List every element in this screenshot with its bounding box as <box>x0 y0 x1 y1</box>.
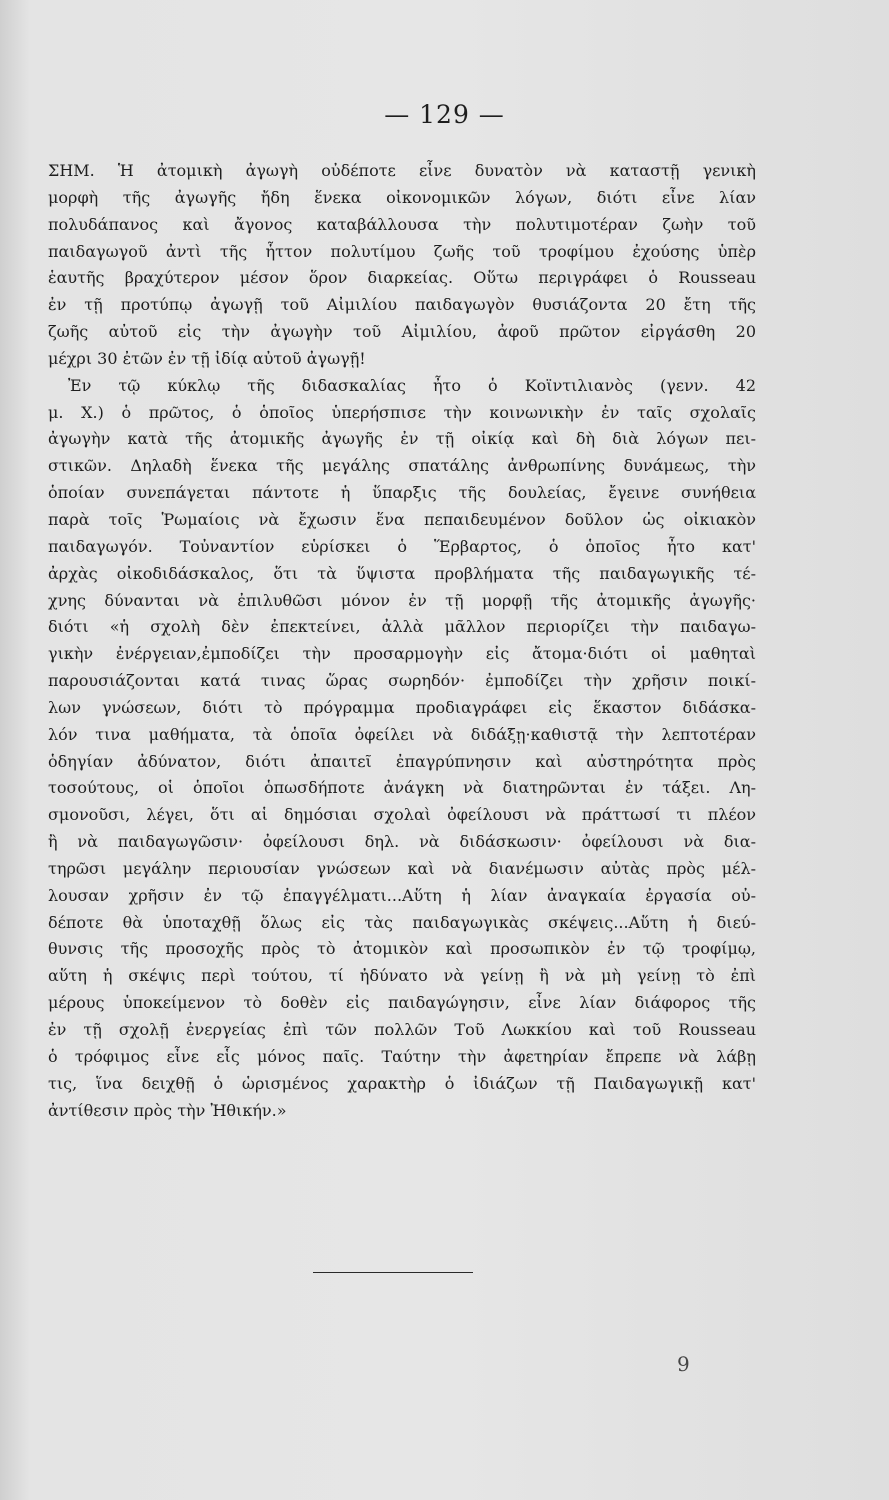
text-line: λόν τινα μαθήματα, τὰ ὁποῖα ὀφείλει νὰ διδάξῃ·καθιστᾷ τὴν λεπτοτέραν <box>48 724 756 744</box>
text-line: τις, ἵνα δειχθῇ ὁ ὡρισμένος χαρακτὴρ ὁ ἰδιάζων τῇ Παιδαγωγικῇ κατ' <box>48 1073 756 1093</box>
text-line: διότι «ἡ σχολὴ δὲν ἐπεκτείνει, ἀλλὰ μᾶλλον περιορίζει τὴν παιδαγω- <box>48 617 756 637</box>
text-line: μέρους ὑποκείμενον τὸ δοθὲν εἰς παιδαγώγησιν, εἶνε λίαν διάφορος τῆς <box>48 993 756 1013</box>
page-number: — 129 — <box>384 100 505 129</box>
text-line: Ἐν τῷ κύκλῳ τῆς διδασκαλίας ἦτο ὁ Κοϊντιλιανὸς (γενν. 42 <box>68 375 756 395</box>
text-line: ἀντίθεσιν πρὸς τὴν Ἠθικήν.» <box>48 1100 287 1120</box>
text-line: παιδαγωγόν. Τοὐναντίον εὑρίσκει ὁ Ἕρβαρτος, ὁ ὁποῖος ἦτο κατ' <box>48 536 756 556</box>
text-line: ἐν τῇ προτύπῳ ἀγωγῇ τοῦ Αἰμιλίου παιδαγωγὸν θυσιάζοντα 20 ἔτη τῆς <box>48 295 756 315</box>
text-line: δέποτε θὰ ὑποταχθῇ ὅλως εἰς τὰς παιδαγωγικὰς σκέψεις...Αὕτη ἡ διεύ- <box>48 912 756 932</box>
text-line: τηρῶσι μεγάλην περιουσίαν γνώσεων καὶ νὰ διανέμωσιν αὐτὰς πρὸς μέλ- <box>48 858 756 878</box>
end-rule-divider <box>313 1272 473 1273</box>
text-line: παιδαγωγοῦ ἀντὶ τῆς ἧττον πολυτίμου ζωῆς τοῦ τροφίμου ἐχούσης ὑπὲρ <box>48 241 756 261</box>
text-line: ἐν τῇ σχολῇ ἐνεργείας ἐπὶ τῶν πολλῶν Τοῦ Λωκκίου καὶ τοῦ Rousseau <box>48 1020 756 1039</box>
text-line: ὁποίαν συνεπάγεται πάντοτε ἡ ὕπαρξις τῆς δουλείας, ἔγεινε συνήθεια <box>48 483 756 503</box>
text-line: στικῶν. Δηλαδὴ ἕνεκα τῆς μεγάλης σπατάλης ἀνθρωπίνης δυνάμεως, τὴν <box>48 456 756 476</box>
text-line: πολυδάπανος καὶ ἄγονος καταβάλλουσα τὴν πολυτιμοτέραν ζωὴν τοῦ <box>48 214 756 234</box>
text-line: τοσούτους, οἱ ὁποῖοι ὁπωσδήποτε ἀνάγκη νὰ διατηρῶνται ἐν τάξει. Λη- <box>48 778 756 798</box>
text-line: χνης δύνανται νὰ ἐπιλυθῶσι μόνον ἐν τῇ μορφῇ τῆς ἀτομικῆς ἀγωγῆς· <box>48 590 756 610</box>
text-line: ὁ τρόφιμος εἶνε εἷς μόνος παῖς. Ταύτην τὴν ἀφετηρίαν ἔπρεπε νὰ λάβῃ <box>48 1046 756 1066</box>
note-body-text <box>48 158 756 1124</box>
text-line: ἀγωγὴν κατὰ τῆς ἀτομικῆς ἀγωγῆς ἐν τῇ οἰκίᾳ καὶ δὴ διὰ λόγων πει- <box>48 429 756 449</box>
text-line: μ. Χ.) ὁ πρῶτος, ὁ ὁποῖος ὑπερήσπισε τὴν κοινωνικὴν ἐν ταῖς σχολαῖς <box>48 402 756 422</box>
text-line: μέχρι 30 ἐτῶν ἐν τῇ ἰδίᾳ αὐτοῦ ἀγωγῇ! <box>48 348 366 368</box>
text-line: λουσαν χρῆσιν ἐν τῷ ἐπαγγέλματι...Αὕτη ἡ λίαν ἀναγκαία ἐργασία οὐ- <box>48 885 756 905</box>
text-line: θυνσις τῆς προσοχῆς πρὸς τὸ ἀτομικὸν καὶ προσωπικὸν ἐν τῷ τροφίμῳ, <box>48 939 756 959</box>
text-line: ἀρχὰς οἰκοδιδάσκαλος, ὅτι τὰ ὕψιστα προβλήματα τῆς παιδαγωγικῆς τέ- <box>48 563 756 583</box>
text-line: μορφὴ τῆς ἀγωγῆς ἤδη ἕνεκα οἰκονομικῶν λόγων, διότι εἶνε λίαν <box>48 187 756 207</box>
text-line: ἑαυτῆς βραχύτερον μέσον ὅρον διαρκείας. Οὕτω περιγράφει ὁ Rousseau <box>48 268 756 288</box>
text-line: ΣΗΜ. Ἡ ἀτομικὴ ἀγωγὴ οὐδέποτε εἶνε δυνατὸν νὰ καταστῇ γενικὴ <box>48 161 756 180</box>
text-line: γικὴν ἐνέργειαν,ἐμποδίζει τὴν προσαρμογὴν εἰς ἄτομα·διότι οἱ μαθηταὶ <box>48 644 756 664</box>
text-line: σμονοῦσι, λέγει, ὅτι αἱ δημόσιαι σχολαὶ ὀφείλουσι νὰ πράττωσί τι πλέον <box>48 805 756 825</box>
text-line: ζωῆς αὐτοῦ εἰς τὴν ἀγωγὴν τοῦ Αἰμιλίου, ἀφοῦ πρῶτον εἰργάσθη 20 <box>48 322 756 342</box>
printer-signature-mark: 9 <box>677 1352 690 1376</box>
text-line: ὁδηγίαν ἀδύνατον, διότι ἀπαιτεῖ ἐπαγρύπνησιν καὶ αὐστηρότητα πρὸς <box>48 751 756 771</box>
text-line: ἢ νὰ παιδαγωγῶσιν· ὀφείλουσι δηλ. νὰ διδάσκωσιν· ὀφείλουσι νὰ δια- <box>48 832 756 852</box>
text-line: λων γνώσεων, διότι τὸ πρόγραμμα προδιαγράφει εἰς ἕκαστον διδάσκα- <box>48 697 756 717</box>
text-line: παρουσιάζονται κατά τινας ὥρας σωρηδόν· ἐμποδίζει τὴν χρῆσιν ποικί- <box>48 671 756 691</box>
text-line: παρὰ τοῖς Ῥωμαίοις νὰ ἔχωσιν ἕνα πεπαιδευμένον δοῦλον ὡς οἰκιακὸν <box>48 509 756 529</box>
text-line: αὕτη ἡ σκέψις περὶ τούτου, τί ἠδύνατο νὰ γείνῃ ἢ νὰ μὴ γείνῃ τὸ ἐπὶ <box>48 966 756 986</box>
